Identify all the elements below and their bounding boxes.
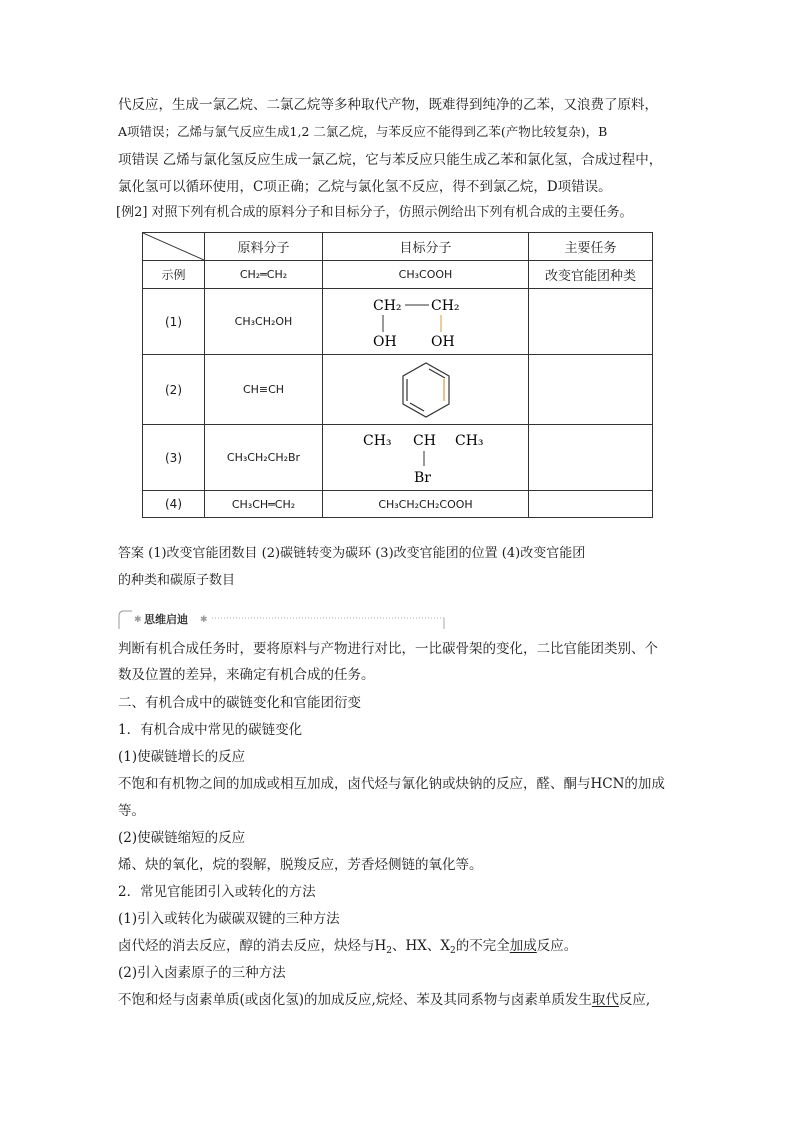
underlined-term: 取代 bbox=[591, 992, 619, 1008]
benzene-ring-structure bbox=[323, 355, 529, 425]
raw-molecule: CH≡CH bbox=[205, 355, 323, 425]
subsection-heading: (2)使碳链缩短的反应 bbox=[118, 830, 246, 846]
banner-label: 思维启迪 bbox=[144, 613, 188, 626]
paragraph-line: 代反应，生成一氯乙烷、二氯乙烷等多种取代产物，既难得到纯净的乙苯，又浪费了原料， bbox=[118, 97, 658, 113]
header-task: 主要任务 bbox=[529, 233, 653, 261]
paragraph-line: 氯化氢可以循环使用，C项正确；乙烷与氯化氢不反应，得不到氯乙烷，D项错误。 bbox=[118, 179, 612, 195]
target-molecule: CH₃CH₂CH₂COOH bbox=[323, 491, 529, 518]
target-atom: CH₃ bbox=[454, 432, 484, 449]
underlined-term: 加成 bbox=[509, 938, 537, 954]
row-label: (2) bbox=[143, 355, 205, 425]
target-atom: OH bbox=[430, 333, 455, 350]
ethylene-glycol-structure bbox=[323, 289, 529, 355]
task-cell bbox=[529, 289, 653, 355]
section-heading: 二、有机合成中的碳链变化和官能团衍变 bbox=[118, 695, 361, 711]
raw-molecule: CH₂═CH₂ bbox=[205, 261, 323, 289]
paragraph-line: A项错误；乙烯与氯气反应生成1,2 二氯乙烷，与苯反应不能得到乙苯(产物比较复杂)，B bbox=[118, 124, 608, 139]
subsection-heading: 2．常见官能团引入或转化的方法 bbox=[118, 884, 316, 900]
target-atom: CH bbox=[412, 432, 436, 449]
subsection-heading: (1)引入或转化为碳碳双键的三种方法 bbox=[118, 911, 340, 927]
synthesis-table bbox=[142, 232, 653, 518]
task-cell: 改变官能团种类 bbox=[529, 261, 653, 289]
svg-text:✱: ✱ bbox=[200, 615, 208, 625]
body-line: 卤代烃的消去反应，醇的消去反应，炔烃与$H_2$、HX、$X_2$的不完全加成反应。 bbox=[118, 938, 578, 956]
raw-molecule: CH₃CH₂OH bbox=[205, 289, 323, 355]
task-cell bbox=[529, 355, 653, 425]
row-label: 示例 bbox=[143, 261, 205, 289]
thinking-tips-banner bbox=[118, 608, 448, 630]
target-atom: OH bbox=[372, 333, 397, 350]
target-molecule: CH₃COOH bbox=[323, 261, 529, 289]
target-atom: CH₃ bbox=[362, 432, 392, 449]
body-line: 不饱和有机物之间的加成或相互加成，卤代烃与氰化钠或炔钠的反应，醛、酮与HCN的加成 bbox=[118, 776, 665, 792]
row-label: (4) bbox=[143, 491, 205, 518]
subsection-heading: (1)使碳链增长的反应 bbox=[118, 749, 246, 765]
subsection-heading: (2)引入卤素原子的三种方法 bbox=[118, 965, 286, 981]
body-line: 不饱和烃与卤素单质(或卤化氢)的加成反应,烷烃、苯及其同系物与卤素单质发生取代反应, bbox=[118, 992, 651, 1008]
svg-text:✱: ✱ bbox=[134, 615, 142, 625]
row-label: (1) bbox=[143, 289, 205, 355]
task-cell bbox=[529, 425, 653, 491]
header-target: 目标分子 bbox=[323, 233, 529, 261]
raw-molecule: CH₃CH₂CH₂Br bbox=[205, 425, 323, 491]
header-raw: 原料分子 bbox=[205, 233, 323, 261]
bromopropane-structure bbox=[323, 425, 529, 491]
target-atom: Br bbox=[413, 469, 431, 486]
answer-line: 的种类和碳原子数目 bbox=[118, 573, 236, 588]
answer-line: 答案 (1)改变官能团数目 (2)碳链转变为碳环 (3)改变官能团的位置 (4)改变官能团 bbox=[118, 546, 586, 561]
row-label: (3) bbox=[143, 425, 205, 491]
example-heading: [例2] 对照下列有机合成的原料分子和目标分子，仿照示例给出下列有机合成的主要任务。 bbox=[116, 205, 633, 220]
body-line: 判断有机合成任务时，要将原料与产物进行对比，一比碳骨架的变化，二比官能团类别、个 bbox=[118, 641, 658, 657]
raw-molecule: CH₃CH═CH₂ bbox=[205, 491, 323, 518]
diagonal-header-cell bbox=[143, 233, 205, 261]
target-atom: CH₂ bbox=[372, 297, 402, 314]
body-line: 数及位置的差异，来确定有机合成的任务。 bbox=[118, 667, 375, 683]
body-line: 烯、炔的氧化，烷的裂解，脱羧反应，芳香烃侧链的氧化等。 bbox=[118, 857, 483, 873]
subsection-heading: 1．有机合成中常见的碳链变化 bbox=[118, 722, 303, 738]
body-line: 等。 bbox=[118, 803, 145, 819]
task-cell bbox=[529, 491, 653, 518]
target-atom: CH₂ bbox=[430, 297, 460, 314]
paragraph-line: 项错误 乙烯与氯化氢反应生成一氯乙烷，它与苯反应只能生成乙苯和氯化氢，合成过程中， bbox=[118, 152, 663, 168]
